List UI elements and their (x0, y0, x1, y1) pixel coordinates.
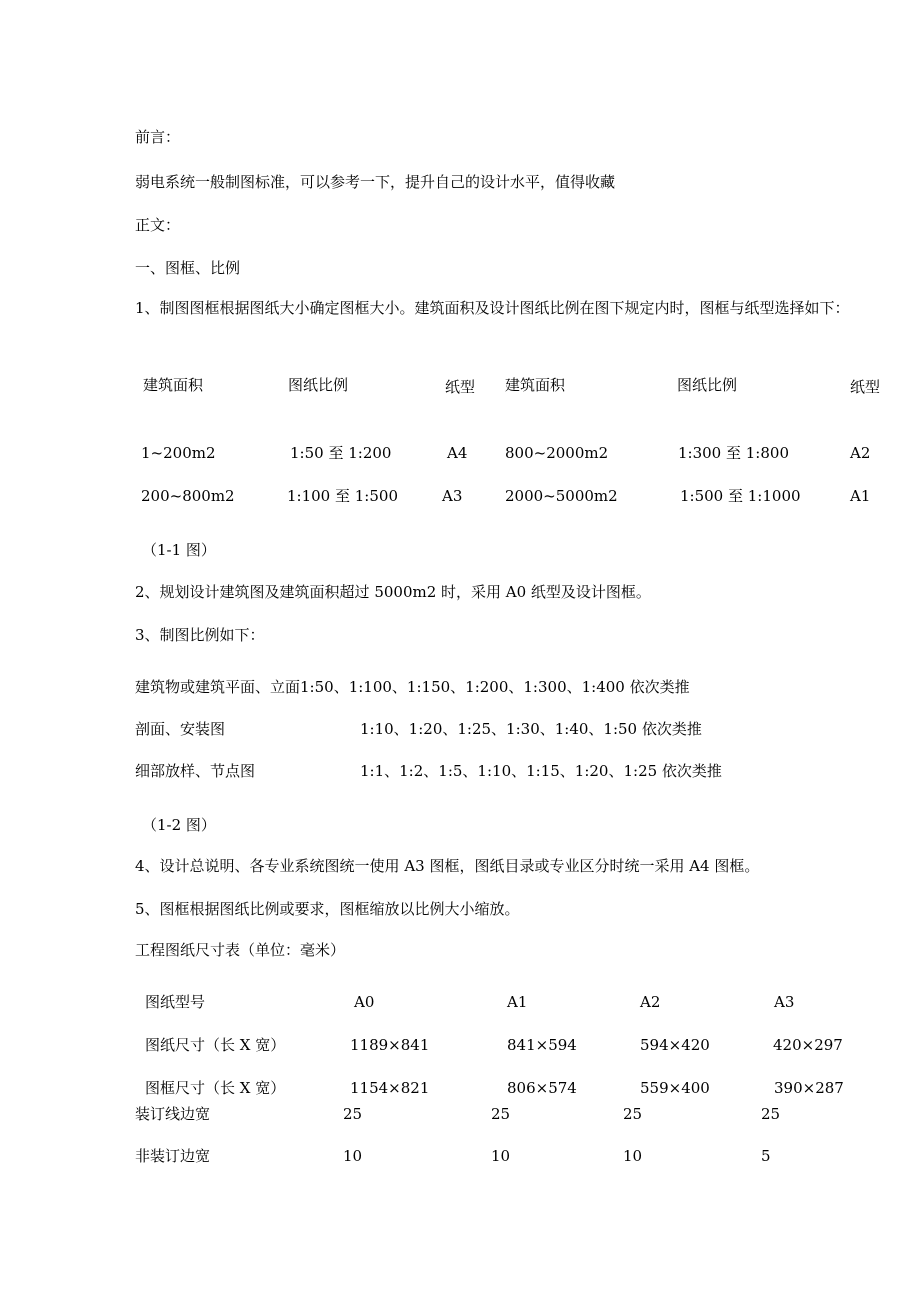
paragraph-4: 4、设计总说明、各专业系统图统一使用 A3 图框，图纸目录或专业区分时统一采用 A4 图框。 (135, 857, 760, 875)
table-cell: 1:100 至 1:500 (287, 487, 398, 505)
table-caption: （1-2 图） (142, 816, 216, 834)
preface-heading: 前言： (135, 128, 181, 146)
table-header-cell: 建筑面积 (505, 376, 566, 394)
table-header-cell: 纸型 (445, 378, 476, 396)
scale-value: 1:1、1:2、1:5、1:10、1:15、1:20、1:25 依次类推 (360, 762, 722, 780)
scale-label: 剖面、安装图 (135, 720, 226, 738)
table-cell: 非装订边宽 (135, 1147, 211, 1165)
table-cell: 2000~5000m2 (505, 487, 618, 505)
table-cell: 1154×821 (350, 1079, 430, 1097)
table-header-cell: A3 (774, 993, 795, 1011)
table-cell: 594×420 (640, 1036, 710, 1054)
table-cell: 1:300 至 1:800 (678, 444, 789, 462)
table-cell: 841×594 (507, 1036, 577, 1054)
table-cell: 25 (343, 1105, 363, 1123)
scale-row (135, 677, 690, 697)
table-cell: 10 (623, 1147, 643, 1165)
paragraph-5: 5、图框根据图纸比例或要求，图框缩放以比例大小缩放。 (135, 900, 520, 918)
table-header-cell: 建筑面积 (143, 376, 204, 394)
table-cell: 390×287 (774, 1079, 844, 1097)
table-cell: 10 (343, 1147, 363, 1165)
size-table-title: 工程图纸尺寸表（单位：毫米） (135, 941, 346, 959)
table-cell: 800~2000m2 (505, 444, 609, 462)
table-cell: 25 (491, 1105, 511, 1123)
table-cell: 1:50 至 1:200 (290, 444, 392, 462)
table-header-cell: 图纸比例 (288, 376, 349, 394)
table-cell: 25 (761, 1105, 781, 1123)
scale-label: 细部放样、节点图 (135, 762, 256, 780)
scale-label: 建筑物或建筑平面、立面 (135, 678, 301, 696)
table-header-cell: 图纸比例 (677, 376, 738, 394)
table-cell: 装订线边宽 (135, 1105, 211, 1123)
table-cell: 5 (761, 1147, 771, 1165)
table-header-cell: A0 (354, 993, 375, 1011)
section-title: 一、图框、比例 (135, 259, 241, 277)
paragraph-2: 2、规划设计建筑图及建筑面积超过 5000m2 时，采用 A0 纸型及设计图框。 (135, 583, 651, 601)
table-cell: 559×400 (640, 1079, 710, 1097)
table-cell: 图纸尺寸（长 X 宽） (145, 1036, 286, 1054)
table-cell: 图框尺寸（长 X 宽） (145, 1079, 286, 1097)
table-cell: A4 (447, 444, 468, 462)
table-cell: 1~200m2 (141, 444, 216, 462)
scale-value: 1:50、1:100、1:150、1:200、1:300、1:400 依次类推 (300, 678, 690, 696)
table-cell: 1:500 至 1:1000 (680, 487, 801, 505)
table-cell: 10 (491, 1147, 511, 1165)
table-header-cell: 图纸型号 (145, 993, 206, 1011)
table-cell: 200~800m2 (141, 487, 235, 505)
table-header-cell: A1 (507, 993, 528, 1011)
body-heading: 正文： (135, 216, 181, 234)
table-cell: A3 (442, 487, 463, 505)
paragraph-1: 1、制图图框根据图纸大小确定图框大小。建筑面积及设计图纸比例在图下规定内时，图框与纸型选择如下： (135, 299, 850, 317)
table-caption: （1-1 图） (142, 541, 216, 559)
scale-value: 1:10、1:20、1:25、1:30、1:40、1:50 依次类推 (360, 720, 702, 738)
table-cell: 1189×841 (350, 1036, 430, 1054)
table-header-cell: 纸型 (850, 378, 881, 396)
table-header-cell: A2 (640, 993, 661, 1011)
table-cell: 420×297 (773, 1036, 843, 1054)
table-cell: 806×574 (507, 1079, 577, 1097)
table-cell: 25 (623, 1105, 643, 1123)
table-cell: A1 (850, 487, 871, 505)
table-cell: A2 (850, 444, 871, 462)
paragraph-3: 3、制图比例如下： (135, 626, 265, 644)
preface-text: 弱电系统一般制图标准，可以参考一下，提升自己的设计水平，值得收藏 (135, 173, 616, 191)
